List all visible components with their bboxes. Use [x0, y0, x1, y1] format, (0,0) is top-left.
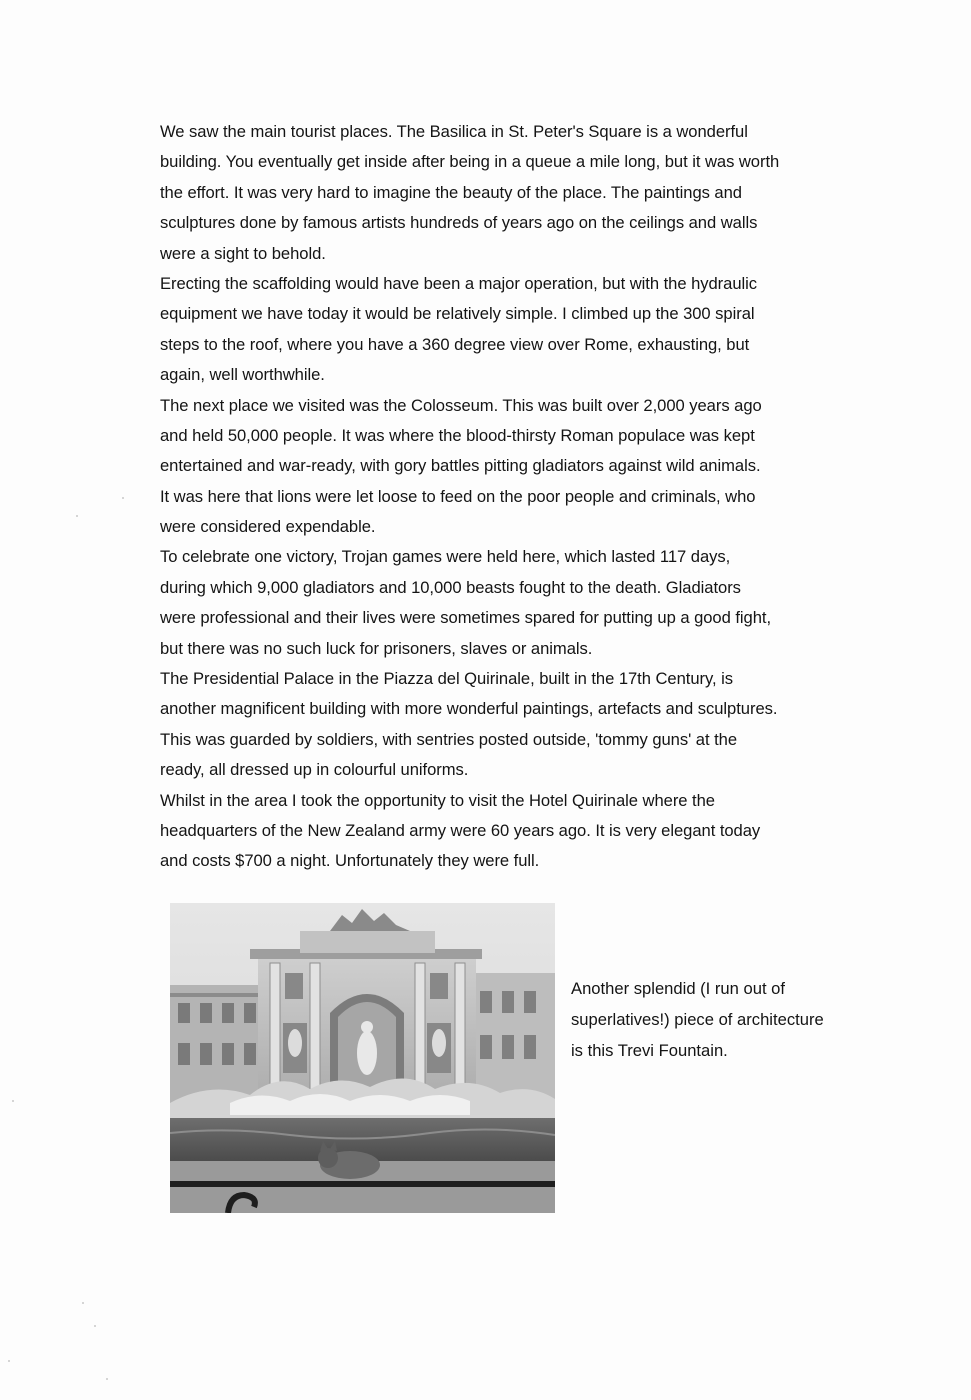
caption-line: Another splendid (I run out of	[571, 979, 786, 998]
text-line: Whilst in the area I took the opportunity to visit the Hotel Quirinale where the	[160, 790, 715, 810]
text-line: were professional and their lives were sometimes spared for putting up a good fight,	[160, 608, 772, 628]
body-text	[160, 117, 880, 877]
caption-line: superlatives!) piece of architecture	[571, 1010, 824, 1029]
text-line: The Presidential Palace in the Piazza del Quirinale, built in the 17th Century, is	[160, 669, 734, 689]
text-line: were considered expendable.	[160, 517, 376, 537]
text-line: This was guarded by soldiers, with sentries posted outside, 'tommy guns' at the	[160, 729, 738, 749]
text-line: Erecting the scaffolding would have been a major operation, but with the hydraulic	[160, 273, 758, 293]
scan-speck	[94, 1325, 96, 1327]
trevi-fountain-photo	[170, 903, 555, 1213]
photo-illustration	[170, 903, 555, 1213]
text-line: another magnificent building with more wonderful paintings, artefacts and sculptures.	[160, 699, 778, 719]
text-line: but there was no such luck for prisoners, slaves or animals.	[160, 638, 593, 658]
text-line: during which 9,000 gladiators and 10,000 beasts fought to the death. Gladiators	[160, 577, 741, 597]
text-line: and held 50,000 people. It was where the blood-thirsty Roman populace was kept	[160, 425, 755, 445]
text-line: We saw the main tourist places. The Basilica in St. Peter's Square is a wonderful	[160, 122, 748, 141]
text-line: sculptures done by famous artists hundreds of years ago on the ceilings and walls	[160, 213, 758, 233]
text-line: equipment we have today it would be relatively simple. I climbed up the 300 spiral	[160, 304, 755, 324]
photo-caption	[571, 973, 891, 1066]
scan-speck	[106, 1378, 108, 1380]
caption-line: is this Trevi Fountain.	[571, 1041, 728, 1060]
scan-speck	[8, 1360, 10, 1362]
text-line: again, well worthwhile.	[160, 365, 325, 385]
text-line: It was here that lions were let loose to feed on the poor people and criminals, who	[160, 486, 756, 506]
text-line: building. You eventually get inside after being in a queue a mile long, but it was worth	[160, 152, 780, 172]
scan-speck	[12, 1100, 14, 1102]
text-line: steps to the roof, where you have a 360 degree view over Rome, exhausting, but	[160, 334, 750, 354]
text-line: headquarters of the New Zealand army were 60 years ago. It is very elegant today	[160, 820, 761, 840]
text-line: To celebrate one victory, Trojan games were held here, which lasted 117 days,	[160, 547, 731, 567]
text-line: were a sight to behold.	[160, 243, 326, 263]
scan-speck	[122, 497, 124, 499]
text-line: The next place we visited was the Colosseum. This was built over 2,000 years ago	[160, 395, 762, 415]
scan-speck	[82, 1302, 84, 1304]
text-line: ready, all dressed up in colourful uniforms.	[160, 760, 469, 780]
scan-speck	[76, 515, 78, 517]
text-line: entertained and war-ready, with gory battles pitting gladiators against wild animals.	[160, 456, 761, 476]
text-line: the effort. It was very hard to imagine the beauty of the place. The paintings and	[160, 182, 742, 202]
text-line: and costs $700 a night. Unfortunately they were full.	[160, 851, 540, 871]
